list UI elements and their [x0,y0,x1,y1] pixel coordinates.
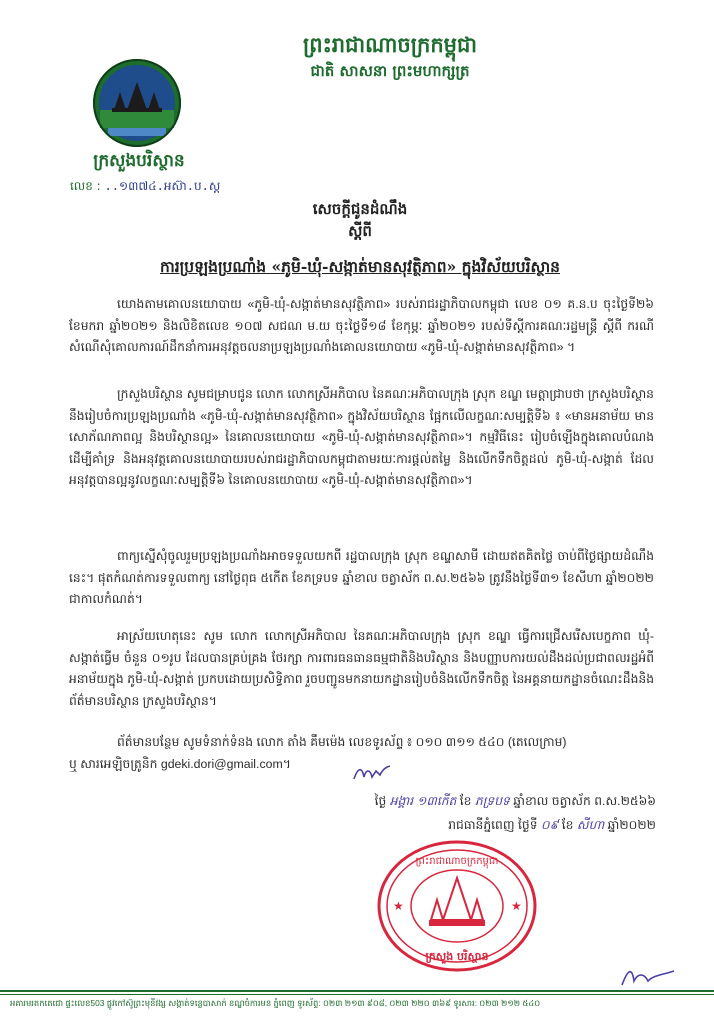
lunar-month-label: ខែ [459,794,472,808]
initial-signature-icon [352,763,392,785]
svg-text:★: ★ [393,899,404,913]
solar-month-label: ខែ [561,818,574,832]
corner-signature-icon [618,963,678,991]
lunar-date-year: ឆ្នាំខាល ចត្វាស័ក ព.ស.២៥៦៦ [513,794,656,808]
national-motto: ជាតិ សាសនា ព្រះមហាក្សត្រ [310,62,470,80]
ministry-name: ក្រសួងបរិស្ថាន [93,151,185,171]
footer-divider-thin [0,994,714,995]
footer-divider [0,990,714,992]
solar-date [236,818,656,836]
seal-inner-text: ក្រសួង បរិស្ថាន [425,950,489,963]
paragraph-request: អាស្រ័យហេតុនេះ សូម លោក លោកស្រីអភិបាល នៃគណៈអភិបាលក្រុង ស្រុក ខណ្ឌ ធ្វើការជ្រើសរើសបេក្ខភាព ឃុំ-សង្កាត់ធ្វើម ចំនួន ០១រូប ដែលបានគ្រប់គ្រង ថែរក្សា ការពារធនធានធម្មជាតិនិងបរិស្ថាន និងបញ្ញាបការយល់ដឹងដល់ប្រជាពលរដ្ឋអំពីអនាម័យក្នុង ភូមិ-ឃុំ-សង្កាត់ ប្រកបដោយប្រសិទ្ធិភាព រួចបញ្ជូនមកនាយកដ្ឋានរៀបចំនិងលើកទឹកចិត្ត នៃអគ្គនាយកដ្ឋានចំណេះដឹងនិងព័ត៌មានបរិស្ថាន ក្រសួងបរិស្ថាន។ [69,629,654,708]
footer-address: អគារមរតកតេជោ ផ្ទះលេខ503 ផ្លូវកៅស៊ូព្រះមុនីវង្ស សង្កាត់ទន្លេបាសាក់ ខណ្ឌចំការមន ភ្នំពេញ ទូរស័ព្ទ: ០២៣ ២១៣ ៩០៨, ០២៣ ២២០ ៣៦៩ ទូរសារ: ០២៣ ២១២ ៥៤០ [10,998,541,1008]
lunar-date [236,794,656,812]
svg-text:★: ★ [511,899,522,913]
kingdom-header [240,30,540,82]
ministry-logo-icon [92,58,182,148]
kingdom-name: ព្រះរាជាណាចក្រកម្ពុជា [302,32,477,57]
lunar-date-month: ភទ្របទ [474,794,510,808]
contact-email-line: ឬ សារអេឡិចត្រូនិក gdeki.dori@gmail.com។ [69,756,291,771]
document-subject: ការប្រឡងប្រណាំង «ភូមិ-ឃុំ-សង្កាត់មានសុវត្ថិភាព» ក្នុងវិស័យបរិស្ថាន [159,257,561,276]
reference-number [70,178,220,196]
document-title: សេចក្តីជូនដំណឹង [312,200,408,218]
lunar-date-prefix: ថ្ងៃ [374,794,387,808]
paragraph-deadline: ពាក្យស្នើសុំចូលរួមប្រឡងប្រណាំងអាចទទួលយកពី រដ្ឋបាលក្រុង ស្រុក ខណ្ឌសាមី ដោយឥតគិតថ្លៃ ចាប់ពីថ្ងៃផ្សាយដំណឹងនេះ។ ផុតកំណត់ការទទួលពាក្យ នៅថ្ងៃពុធ ៥កើត ខែភទ្របទ ឆ្នាំខាល ចត្វាស័ក ព.ស.២៥៦៦ ត្រូវនឹងថ្ងៃទី៣១ ខែសីហា ឆ្នាំ២០២២ ជាកាលកំណត់។ [69,549,654,607]
solar-date-month: សីហា [576,818,605,832]
lunar-date-day: អង្គារ ១៣កើត [389,794,457,808]
solar-date-day: ០៩ [540,818,559,832]
paragraph-announcement: ក្រសួងបរិស្ថាន សូមជម្រាបជូន លោក លោកស្រីអភិបាល នៃគណៈអភិបាលក្រុង ស្រុក ខណ្ឌ មេត្តាជ្រាបថា ក្រសួងបរិស្ថាន នឹងរៀបចំការប្រឡងប្រណាំង «ភូមិ-ឃុំ-សង្កាត់មានសុវត្ថិភាព» ក្នុងវិស័យបរិស្ថាន ផ្អែកលើលក្ខណៈសម្បត្តិទី៦ ៖ «មានអនាម័យ មានសោភ័ណភាពល្អ និងបរិស្ថានល្អ» នៃគោលនយោបាយ «ភូមិ-ឃុំ-សង្កាត់មានសុវត្ថិភាព»។ កម្មវិធីនេះ រៀបចំឡើងក្នុងគោលបំណង ដើម្បីគាំទ្រ និងអនុវត្តគោលនយោបាយរបស់រាជរដ្ឋាភិបាលកម្ពុជាតាមរយៈការផ្តល់តម្លៃ និងលើកទឹកចិត្តដល់ ភូមិ-ឃុំ-សង្កាត់ ដែលអនុវត្តបានល្អនូវលក្ខណៈសម្បត្តិទី៦ នៃគោលនយោបាយ «ភូមិ-ឃុំ-សង្កាត់មានសុវត្ថិភាព»។ [69,387,654,488]
paragraph-reference: យោងតាមគោលនយោបាយ «ភូមិ-ឃុំ-សង្កាត់មានសុវត្ថិភាព» របស់រាជរដ្ឋាភិបាលកម្ពុជា លេខ ០១ គ.ន.ប ចុះថ្ងៃទី២៦ ខែមករា ឆ្នាំ២០២១ និងលិខិតលេខ ១០៧ សជណ ម.យ ចុះថ្ងៃទី១៨ ខែកុម្ភៈ ឆ្នាំ២០២១ របស់ទីស្តីការគណៈរដ្ឋមន្ត្រី ស្តីពី ករណីសំណើសុំគោលការណ៍ដឹកនាំការអនុវត្តចលនាប្រឡងប្រណាំងគោលនយោបាយ «ភូមិ-ឃុំ-សង្កាត់មានសុវត្ថិភាព» ។ [69,297,654,355]
solar-date-year: ឆ្នាំ២០២២ [607,818,656,832]
seal-outer-text: ព្រះរាជាណាចក្រកម្ពុជា [415,856,499,867]
solar-date-prefix: រាជធានីភ្នំពេញ ថ្ងៃទី [448,818,538,832]
reference-label: លេខ : [70,179,101,193]
contact-line: ព័ត៌មានបន្ថែម សូមទំនាក់ទំនង លោក តាំង គឹមម៉េង លេខទូរស័ព្ទ ៖ ០១០ ៣១១ ៥៤០ (តេលេក្រាម) [117,735,567,749]
official-seal-icon [375,838,540,973]
document-subject-label: ស្តីពី [348,222,372,240]
reference-value: ..១៣៧៤.អស៊ា.ប.ស្ត [104,179,221,193]
